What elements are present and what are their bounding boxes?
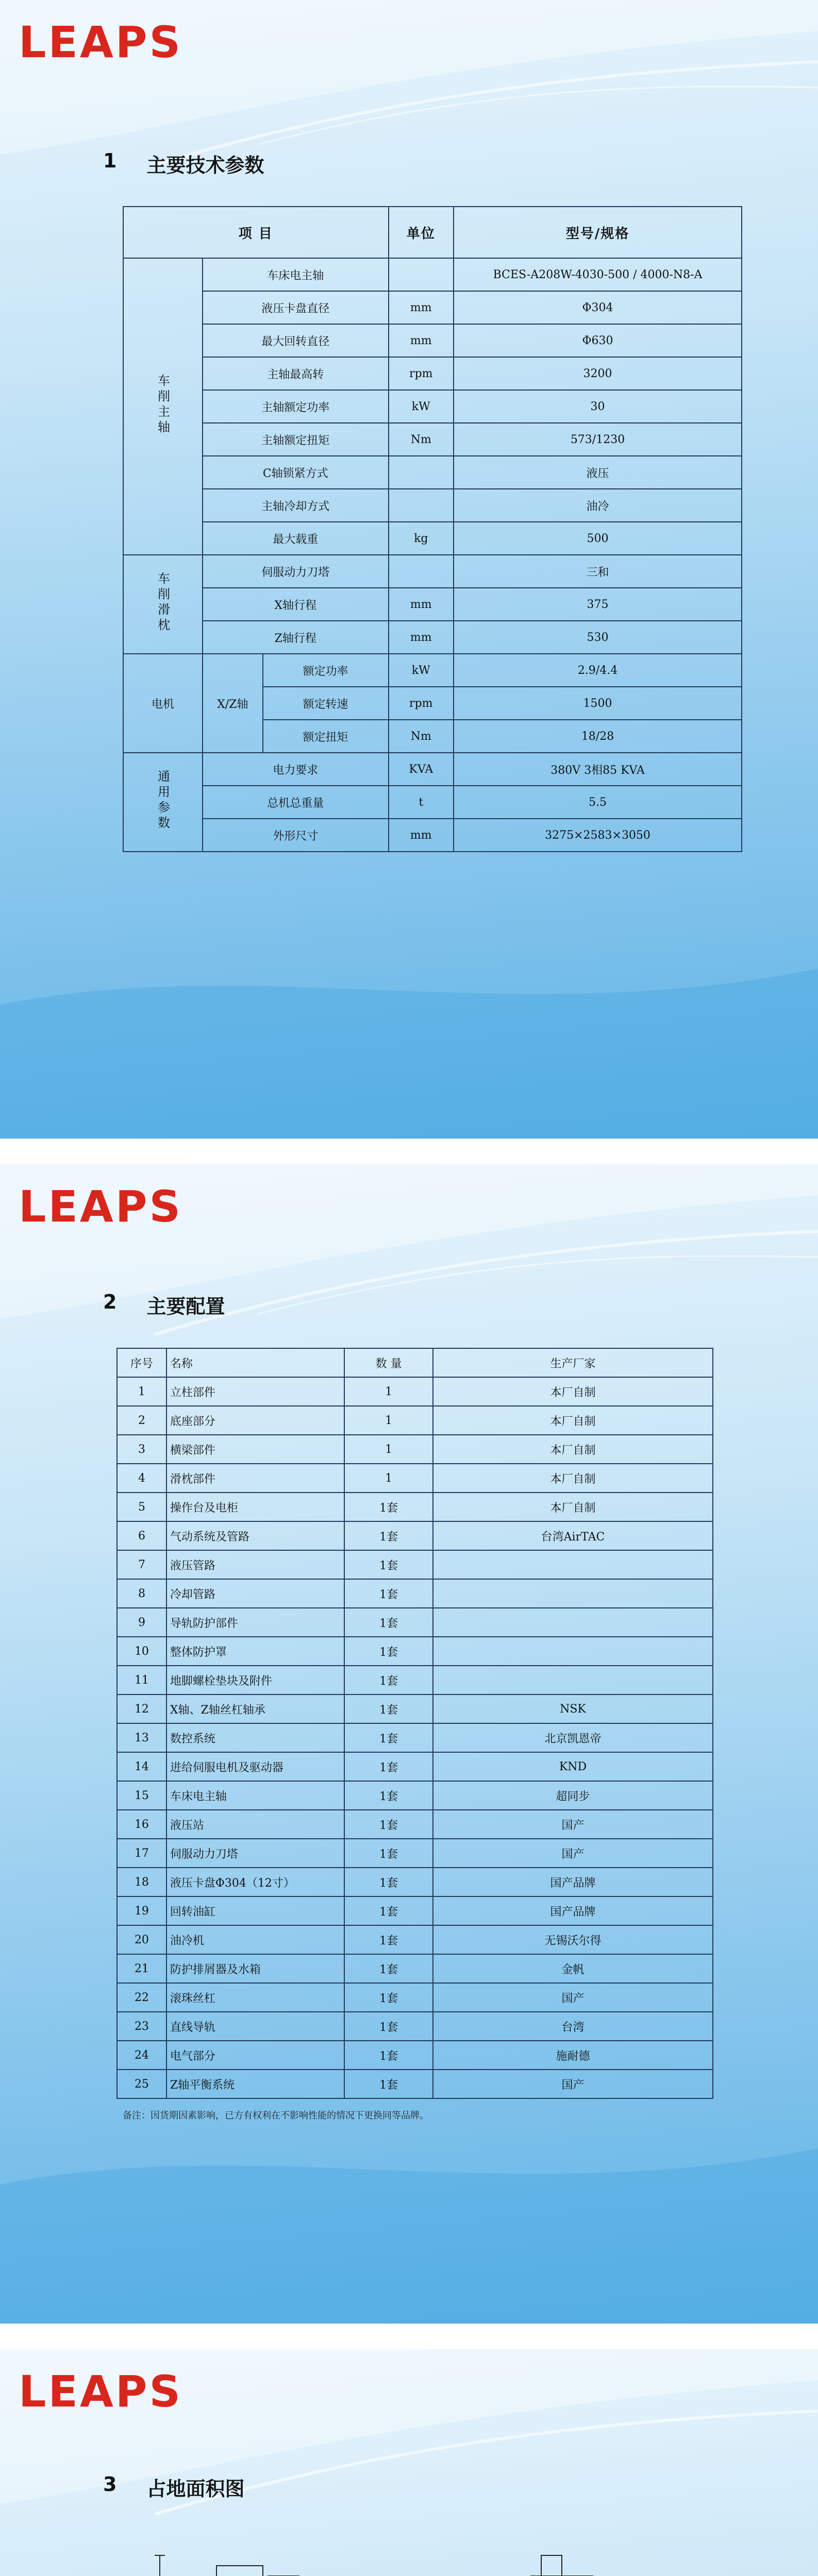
config-table (116, 1348, 713, 2099)
row-qty: 1套 (344, 1637, 433, 1666)
spec-row (123, 489, 742, 522)
table-row (117, 1493, 713, 1521)
table-row (117, 1550, 713, 1579)
spec-value: 5.5 (454, 786, 742, 819)
row-maker: 北京凯恩帝 (433, 1723, 713, 1752)
header-item: 项 目 (123, 207, 389, 258)
spec-row (123, 456, 742, 489)
row-index: 16 (117, 1810, 166, 1839)
page-technical-params (0, 0, 818, 1139)
spec-row (123, 258, 742, 291)
row-index: 1 (117, 1377, 166, 1406)
row-maker: 超同步 (433, 1781, 713, 1810)
spec-value: 3200 (454, 357, 742, 390)
spec-header-row (123, 207, 742, 258)
row-maker (433, 1608, 713, 1637)
spec-item: 主轴最高转 (203, 357, 389, 390)
row-qty: 1套 (344, 1694, 433, 1723)
spec-unit: mm (389, 819, 454, 852)
row-maker: 国产 (433, 1983, 713, 2012)
row-maker: 国产品牌 (433, 1896, 713, 1925)
row-name: 液压卡盘Φ304（12寸） (166, 1868, 344, 1896)
row-qty: 1 (344, 1377, 433, 1406)
section-heading-1 (103, 149, 264, 178)
row-maker: KND (433, 1752, 713, 1781)
row-index: 3 (117, 1435, 166, 1464)
spec-item: C轴锁紧方式 (203, 456, 389, 489)
row-name: 数控系统 (166, 1723, 344, 1752)
spec-value: 2.9/4.4 (454, 654, 742, 687)
spec-unit: t (389, 786, 454, 819)
row-qty: 1套 (344, 1868, 433, 1896)
side-view-drawing (495, 2545, 680, 2576)
spec-unit: rpm (389, 357, 454, 390)
row-name: 底座部分 (166, 1406, 344, 1435)
spec-table (123, 206, 742, 852)
row-qty: 1套 (344, 1983, 433, 2012)
table-row (117, 1435, 713, 1464)
row-qty: 1套 (344, 1810, 433, 1839)
spec-value: Φ304 (454, 291, 742, 324)
header-qty: 数 量 (344, 1348, 433, 1377)
table-row (117, 1464, 713, 1493)
section-heading-2 (103, 1291, 225, 1319)
table-row (117, 1579, 713, 1608)
spec-row (123, 423, 742, 456)
spec-item: 伺服动力刀塔 (203, 555, 389, 588)
row-qty: 1套 (344, 1896, 433, 1925)
row-index: 18 (117, 1868, 166, 1896)
row-name: 气动系统及管路 (166, 1521, 344, 1550)
spec-unit: KVA (389, 753, 454, 786)
spec-row (123, 819, 742, 852)
table-row (117, 1752, 713, 1781)
group-label: 车削主轴 (123, 258, 203, 555)
row-qty: 1套 (344, 1493, 433, 1521)
section-heading-3 (103, 2473, 244, 2501)
row-index: 5 (117, 1493, 166, 1521)
spec-item: 主轴冷却方式 (203, 489, 389, 522)
spec-item: 外形尺寸 (203, 819, 389, 852)
table-row (117, 1377, 713, 1406)
spec-unit (389, 555, 454, 588)
row-name: 回转油缸 (166, 1896, 344, 1925)
row-qty: 1套 (344, 1925, 433, 1954)
row-qty: 1套 (344, 1579, 433, 1608)
row-maker: 国产 (433, 1810, 713, 1839)
row-maker: 施耐德 (433, 2041, 713, 2070)
row-maker: 本厂自制 (433, 1493, 713, 1521)
row-qty: 1套 (344, 1723, 433, 1752)
spec-unit: mm (389, 324, 454, 357)
spec-value: BCES-A208W-4030-500 / 4000-N8-A (454, 258, 742, 291)
row-name: 整体防护罩 (166, 1637, 344, 1666)
row-qty: 1套 (344, 2012, 433, 2041)
row-maker: 本厂自制 (433, 1435, 713, 1464)
row-name: 车床电主轴 (166, 1781, 344, 1810)
row-name: 直线导轨 (166, 2012, 344, 2041)
spec-unit: mm (389, 291, 454, 324)
table-row (117, 1868, 713, 1896)
spec-row (123, 786, 742, 819)
spec-row (123, 621, 742, 654)
spec-unit: kg (389, 522, 454, 555)
row-maker (433, 1550, 713, 1579)
table-row (117, 1781, 713, 1810)
spec-item: 最大载重 (203, 522, 389, 555)
spec-item: 液压卡盘直径 (203, 291, 389, 324)
table-row (117, 2041, 713, 2070)
front-view-drawing (139, 2545, 428, 2576)
group-label: 车削滑枕 (123, 555, 203, 654)
spec-item: 总机总重量 (203, 786, 389, 819)
row-index: 4 (117, 1464, 166, 1493)
row-index: 7 (117, 1550, 166, 1579)
spec-unit: mm (389, 588, 454, 621)
section-title: 占地面积图 (146, 2478, 245, 2500)
spec-item: 车床电主轴 (203, 258, 389, 291)
row-qty: 1套 (344, 1521, 433, 1550)
row-index: 22 (117, 1983, 166, 2012)
spec-unit (389, 489, 454, 522)
spec-unit: rpm (389, 687, 454, 720)
page-footprint (0, 2349, 818, 2576)
row-qty: 1套 (344, 1608, 433, 1637)
row-qty: 1 (344, 1435, 433, 1464)
row-name: 液压站 (166, 1810, 344, 1839)
brand-logo: LEAPS (19, 2366, 182, 2417)
spec-value: 18/28 (454, 720, 742, 753)
row-qty: 1套 (344, 1666, 433, 1694)
row-qty: 1 (344, 1464, 433, 1493)
row-maker: 台湾 (433, 2012, 713, 2041)
row-maker: 国产 (433, 1839, 713, 1868)
row-qty: 1套 (344, 1550, 433, 1579)
spec-item: 最大回转直径 (203, 324, 389, 357)
spec-row (123, 753, 742, 786)
spec-row (123, 522, 742, 555)
row-index: 15 (117, 1781, 166, 1810)
table-row (117, 1694, 713, 1723)
spec-item: 主轴额定扭矩 (203, 423, 389, 456)
spec-value: 3275×2583×3050 (454, 819, 742, 852)
table-row (117, 1925, 713, 1954)
spec-row (123, 291, 742, 324)
section-title: 主要配置 (146, 1295, 225, 1318)
row-index: 11 (117, 1666, 166, 1694)
row-name: 横梁部件 (166, 1435, 344, 1464)
row-index: 23 (117, 2012, 166, 2041)
row-maker (433, 1666, 713, 1694)
row-name: 电气部分 (166, 2041, 344, 2070)
row-qty: 1 (344, 1406, 433, 1435)
spec-unit: kW (389, 390, 454, 423)
row-maker: NSK (433, 1694, 713, 1723)
row-name: 立柱部件 (166, 1377, 344, 1406)
spec-value: 500 (454, 522, 742, 555)
row-index: 24 (117, 2041, 166, 2070)
row-name: 滑枕部件 (166, 1464, 344, 1493)
row-qty: 1套 (344, 1839, 433, 1868)
row-name: 操作台及电柜 (166, 1493, 344, 1521)
row-name: 导轨防护部件 (166, 1608, 344, 1637)
brand-logo: LEAPS (19, 1181, 182, 1232)
row-index: 10 (117, 1637, 166, 1666)
row-maker: 无锡沃尔得 (433, 1925, 713, 1954)
spec-row (123, 588, 742, 621)
row-name: 油冷机 (166, 1925, 344, 1954)
header-spec: 型号/规格 (454, 207, 742, 258)
row-maker: 金帆 (433, 1954, 713, 1983)
row-name: X轴、Z轴丝杠轴承 (166, 1694, 344, 1723)
table-row (117, 1810, 713, 1839)
spec-value: 30 (454, 390, 742, 423)
row-index: 12 (117, 1694, 166, 1723)
row-index: 6 (117, 1521, 166, 1550)
spec-unit: Nm (389, 423, 454, 456)
row-maker (433, 1637, 713, 1666)
section-title: 主要技术参数 (146, 154, 264, 177)
table-row (117, 1839, 713, 1868)
spec-item: 电力要求 (203, 753, 389, 786)
row-name: Z轴平衡系统 (166, 2070, 344, 2098)
row-index: 19 (117, 1896, 166, 1925)
table-row (117, 2070, 713, 2098)
spec-unit: mm (389, 621, 454, 654)
row-qty: 1套 (344, 1954, 433, 1983)
spec-value: 375 (454, 588, 742, 621)
row-index: 20 (117, 1925, 166, 1954)
row-maker: 本厂自制 (433, 1406, 713, 1435)
spec-item: 额定转速 (263, 687, 389, 720)
spec-item: X轴行程 (203, 588, 389, 621)
row-name: 进给伺服电机及驱动器 (166, 1752, 344, 1781)
section-number: 3 (103, 2473, 117, 2496)
row-index: 13 (117, 1723, 166, 1752)
spec-value: 530 (454, 621, 742, 654)
row-maker (433, 1579, 713, 1608)
row-name: 伺服动力刀塔 (166, 1839, 344, 1868)
section-number: 1 (103, 149, 117, 172)
spec-row (123, 654, 742, 687)
section-number: 2 (103, 1291, 117, 1313)
spec-row (123, 324, 742, 357)
row-qty: 1套 (344, 2041, 433, 2070)
row-qty: 1套 (344, 2070, 433, 2098)
spec-value: 380V 3相85 KVA (454, 753, 742, 786)
spec-unit (389, 456, 454, 489)
row-name: 防护排屑器及水箱 (166, 1954, 344, 1983)
brand-logo: LEAPS (19, 17, 182, 67)
spec-row (123, 555, 742, 588)
row-maker: 本厂自制 (433, 1464, 713, 1493)
spec-unit: kW (389, 654, 454, 687)
spec-value: 液压 (454, 456, 742, 489)
table-row (117, 1406, 713, 1435)
config-note: 备注：因货期因素影响，已方有权利在不影响性能的情况下更换同等品牌。 (123, 2110, 429, 2121)
row-maker: 国产 (433, 2070, 713, 2098)
spec-value: 油冷 (454, 489, 742, 522)
row-index: 17 (117, 1839, 166, 1868)
row-index: 21 (117, 1954, 166, 1983)
table-row (117, 1608, 713, 1637)
header-name: 名称 (166, 1348, 344, 1377)
page-main-config (0, 1164, 818, 2324)
row-qty: 1套 (344, 1752, 433, 1781)
spec-unit (389, 258, 454, 291)
spec-row (123, 357, 742, 390)
row-name: 滚珠丝杠 (166, 1983, 344, 2012)
table-row (117, 2012, 713, 2041)
spec-value: Φ630 (454, 324, 742, 357)
row-maker: 台湾AirTAC (433, 1521, 713, 1550)
spec-row (123, 390, 742, 423)
row-index: 9 (117, 1608, 166, 1637)
row-index: 14 (117, 1752, 166, 1781)
table-row (117, 1954, 713, 1983)
group-label: 通用参数 (123, 753, 203, 852)
table-row (117, 1637, 713, 1666)
table-row (117, 1896, 713, 1925)
row-name: 冷却管路 (166, 1579, 344, 1608)
group-label: 电机 (123, 654, 203, 753)
spec-value: 573/1230 (454, 423, 742, 456)
spec-unit: Nm (389, 720, 454, 753)
spec-item: Z轴行程 (203, 621, 389, 654)
row-name: 地脚螺栓垫块及附件 (166, 1666, 344, 1694)
header-unit: 单位 (389, 207, 454, 258)
spec-item: 额定功率 (263, 654, 389, 687)
row-name: 液压管路 (166, 1550, 344, 1579)
row-index: 25 (117, 2070, 166, 2098)
row-index: 2 (117, 1406, 166, 1435)
row-qty: 1套 (344, 1781, 433, 1810)
spec-value: 1500 (454, 687, 742, 720)
table-row (117, 1723, 713, 1752)
header-index: 序号 (117, 1348, 166, 1377)
table-row (117, 1521, 713, 1550)
axis-label: X/Z轴 (203, 654, 263, 753)
header-maker: 生产厂家 (433, 1348, 713, 1377)
config-header-row (117, 1348, 713, 1377)
spec-item: 主轴额定功率 (203, 390, 389, 423)
spec-value: 三和 (454, 555, 742, 588)
table-row (117, 1666, 713, 1694)
table-row (117, 1983, 713, 2012)
row-maker: 本厂自制 (433, 1377, 713, 1406)
spec-item: 额定扭矩 (263, 720, 389, 753)
row-maker: 国产品牌 (433, 1868, 713, 1896)
row-index: 8 (117, 1579, 166, 1608)
